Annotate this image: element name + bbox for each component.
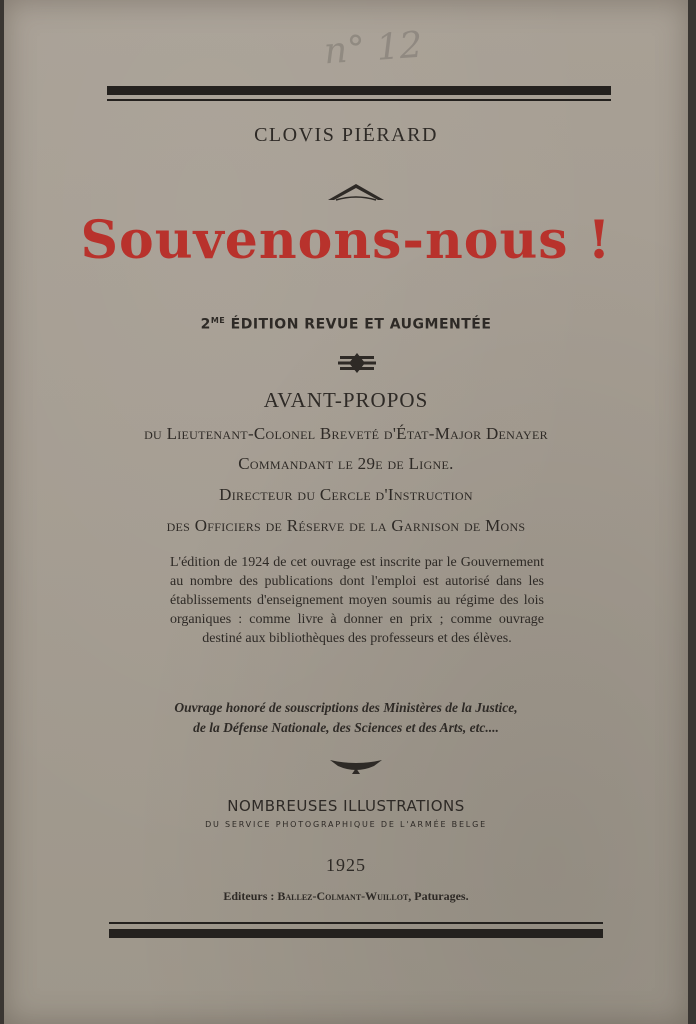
publisher-line — [4, 889, 688, 904]
publisher-name: Ballez-Colmant-Wuillot — [277, 889, 409, 903]
illustrations-label: NOMBREUSES ILLUSTRATIONS — [227, 797, 465, 815]
publication-year: 1925 — [326, 855, 366, 875]
book-cover — [4, 0, 688, 1024]
foreword-line-3: Directeur du Cercle d'Instruction — [219, 485, 473, 504]
chevron-ornament-icon — [326, 180, 386, 204]
diamond-ornament-icon — [338, 352, 376, 374]
wing-ornament-icon — [328, 756, 384, 776]
foreword-line-1: du Lieutenant-Colonel Breveté d'État-Major Denayer — [144, 424, 548, 443]
bottom-thick-rule — [109, 929, 603, 938]
photo-service-credit: DU SERVICE PHOTOGRAPHIQUE DE L'ARMÉE BELGE — [205, 820, 487, 829]
foreword-line-4: des Officiers de Réserve de la Garnison de Mons — [166, 516, 526, 535]
author-name: CLOVIS PIÉRARD — [254, 124, 438, 146]
honors-line-1: Ouvrage honoré de souscriptions des Ministères de la Justice, — [174, 700, 518, 715]
edition-suffix: ME — [210, 316, 226, 325]
bottom-double-rule — [109, 922, 603, 938]
edition-text: ÉDITION REVUE ET AUGMENTÉE — [225, 316, 492, 333]
edition-number: 2 — [200, 316, 211, 333]
top-double-rule — [107, 86, 611, 101]
foreword-line-2: Commandant le 29e de Ligne. — [238, 454, 454, 473]
bottom-thin-rule — [109, 922, 603, 924]
publisher-prefix: Editeurs : — [223, 889, 278, 903]
publisher-place: , Paturages. — [408, 889, 469, 903]
official-notice: L'édition de 1924 de cet ouvrage est inscrite par le Gouvernement au nombre des publications dont l'emploi est autorisé dans les établissements d'enseignement moyen soumis au régime des lois organiques : comme livre à donner en prix ; comme ouvrage destiné aux bibliothèques des professeurs et des élèves. — [170, 555, 544, 646]
edition-line — [4, 316, 688, 333]
foreword-heading: AVANT-PROPOS — [263, 388, 429, 412]
handwritten-note: n° 12 — [322, 24, 424, 73]
honors-line-2: de la Défense Nationale, des Sciences et des Arts, etc.... — [193, 720, 499, 735]
top-thin-rule — [107, 99, 611, 101]
top-thick-rule — [107, 86, 611, 95]
book-title: Souvenons-nous ! — [80, 210, 612, 271]
